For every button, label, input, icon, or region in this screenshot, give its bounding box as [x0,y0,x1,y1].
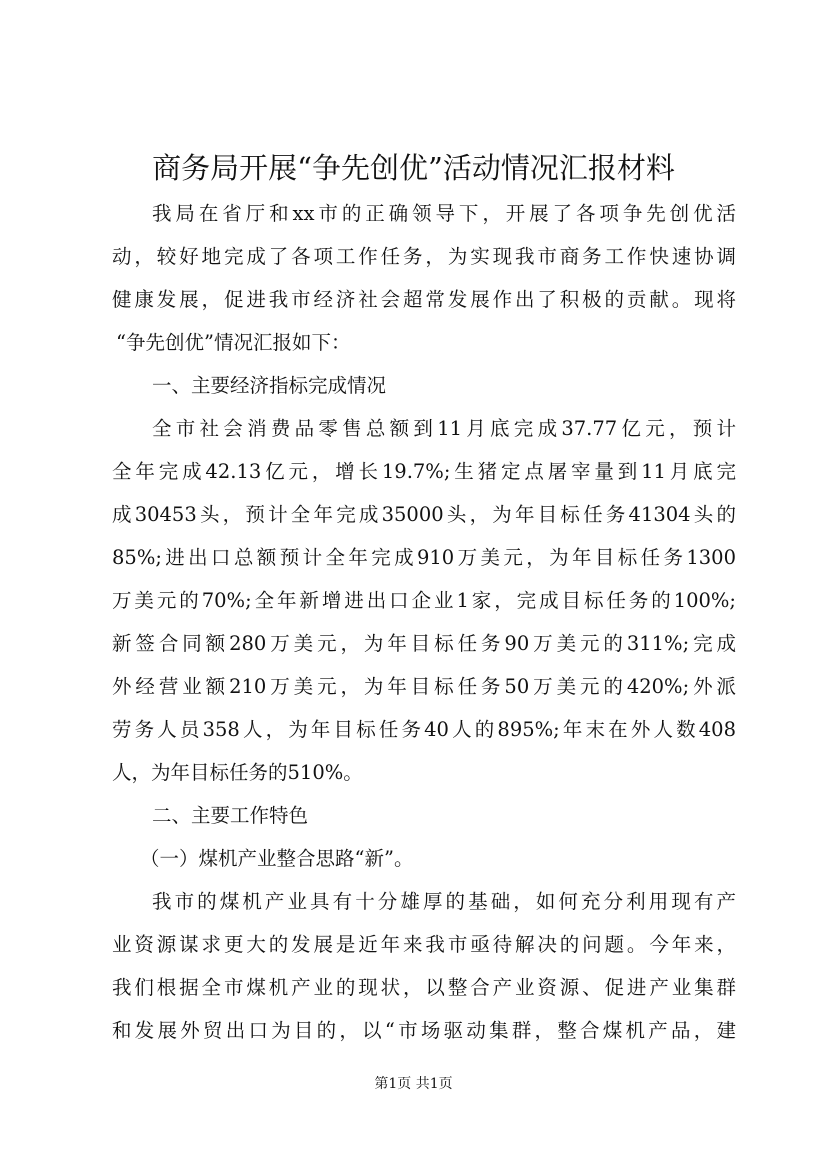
text-line: 全市社会消费品零售总额到11月底完成37.77亿元，预计 [152,417,736,440]
page-footer: 第1页 共1页 [374,1076,453,1092]
text-line: “争先创优”情况汇报如下： [116,331,351,354]
document-body [112,192,736,1052]
text-line: 85%;进出口总额预计全年完成910万美元，为年目标任务1300 [112,546,736,569]
text-line: 我局在省厅和xx市的正确领导下，开展了各项争先创优活 [152,202,736,225]
text-line: 劳务人员358人，为年目标任务40人的895%;年末在外人数408 [112,718,736,741]
text-line: 外经营业额210万美元，为年目标任务50万美元的420%;外派 [112,675,736,698]
subsection-heading: （一）煤机产业整合思路“新”。 [140,847,414,870]
text-line: 成30453头，预计全年完成35000头，为年目标任务41304头的 [112,503,736,526]
text-line: 健康发展，促进我市经济社会超常发展作出了积极的贡献。现将 [112,288,736,311]
section-heading: 二、主要工作特色 [152,804,309,827]
text-line: 新签合同额280万美元，为年目标任务90万美元的311%;完成 [112,632,736,655]
text-line: 全年完成42.13亿元，增长19.7%;生猪定点屠宰量到11月底完 [112,460,736,483]
document-title: 商务局开展“争先创优”活动情况汇报材料 [152,151,675,185]
text-line: 业资源谋求更大的发展是近年来我市亟待解决的问题。今年来， [112,933,736,956]
text-line: 动，较好地完成了各项工作任务，为实现我市商务工作快速协调 [112,245,736,268]
text-line: 我们根据全市煤机产业的现状，以整合产业资源、促进产业集群 [112,976,736,999]
section-heading: 一、主要经济指标完成情况 [152,374,387,397]
text-line: 我市的煤机产业具有十分雄厚的基础，如何充分利用现有产 [152,890,736,913]
text-line: 和发展外贸出口为目的，以“市场驱动集群，整合煤机产品，建 [112,1019,736,1042]
text-line: 人，为年目标任务的510%。 [112,761,363,784]
text-line: 万美元的70%;全年新增进出口企业1家，完成目标任务的100%; [112,589,736,612]
